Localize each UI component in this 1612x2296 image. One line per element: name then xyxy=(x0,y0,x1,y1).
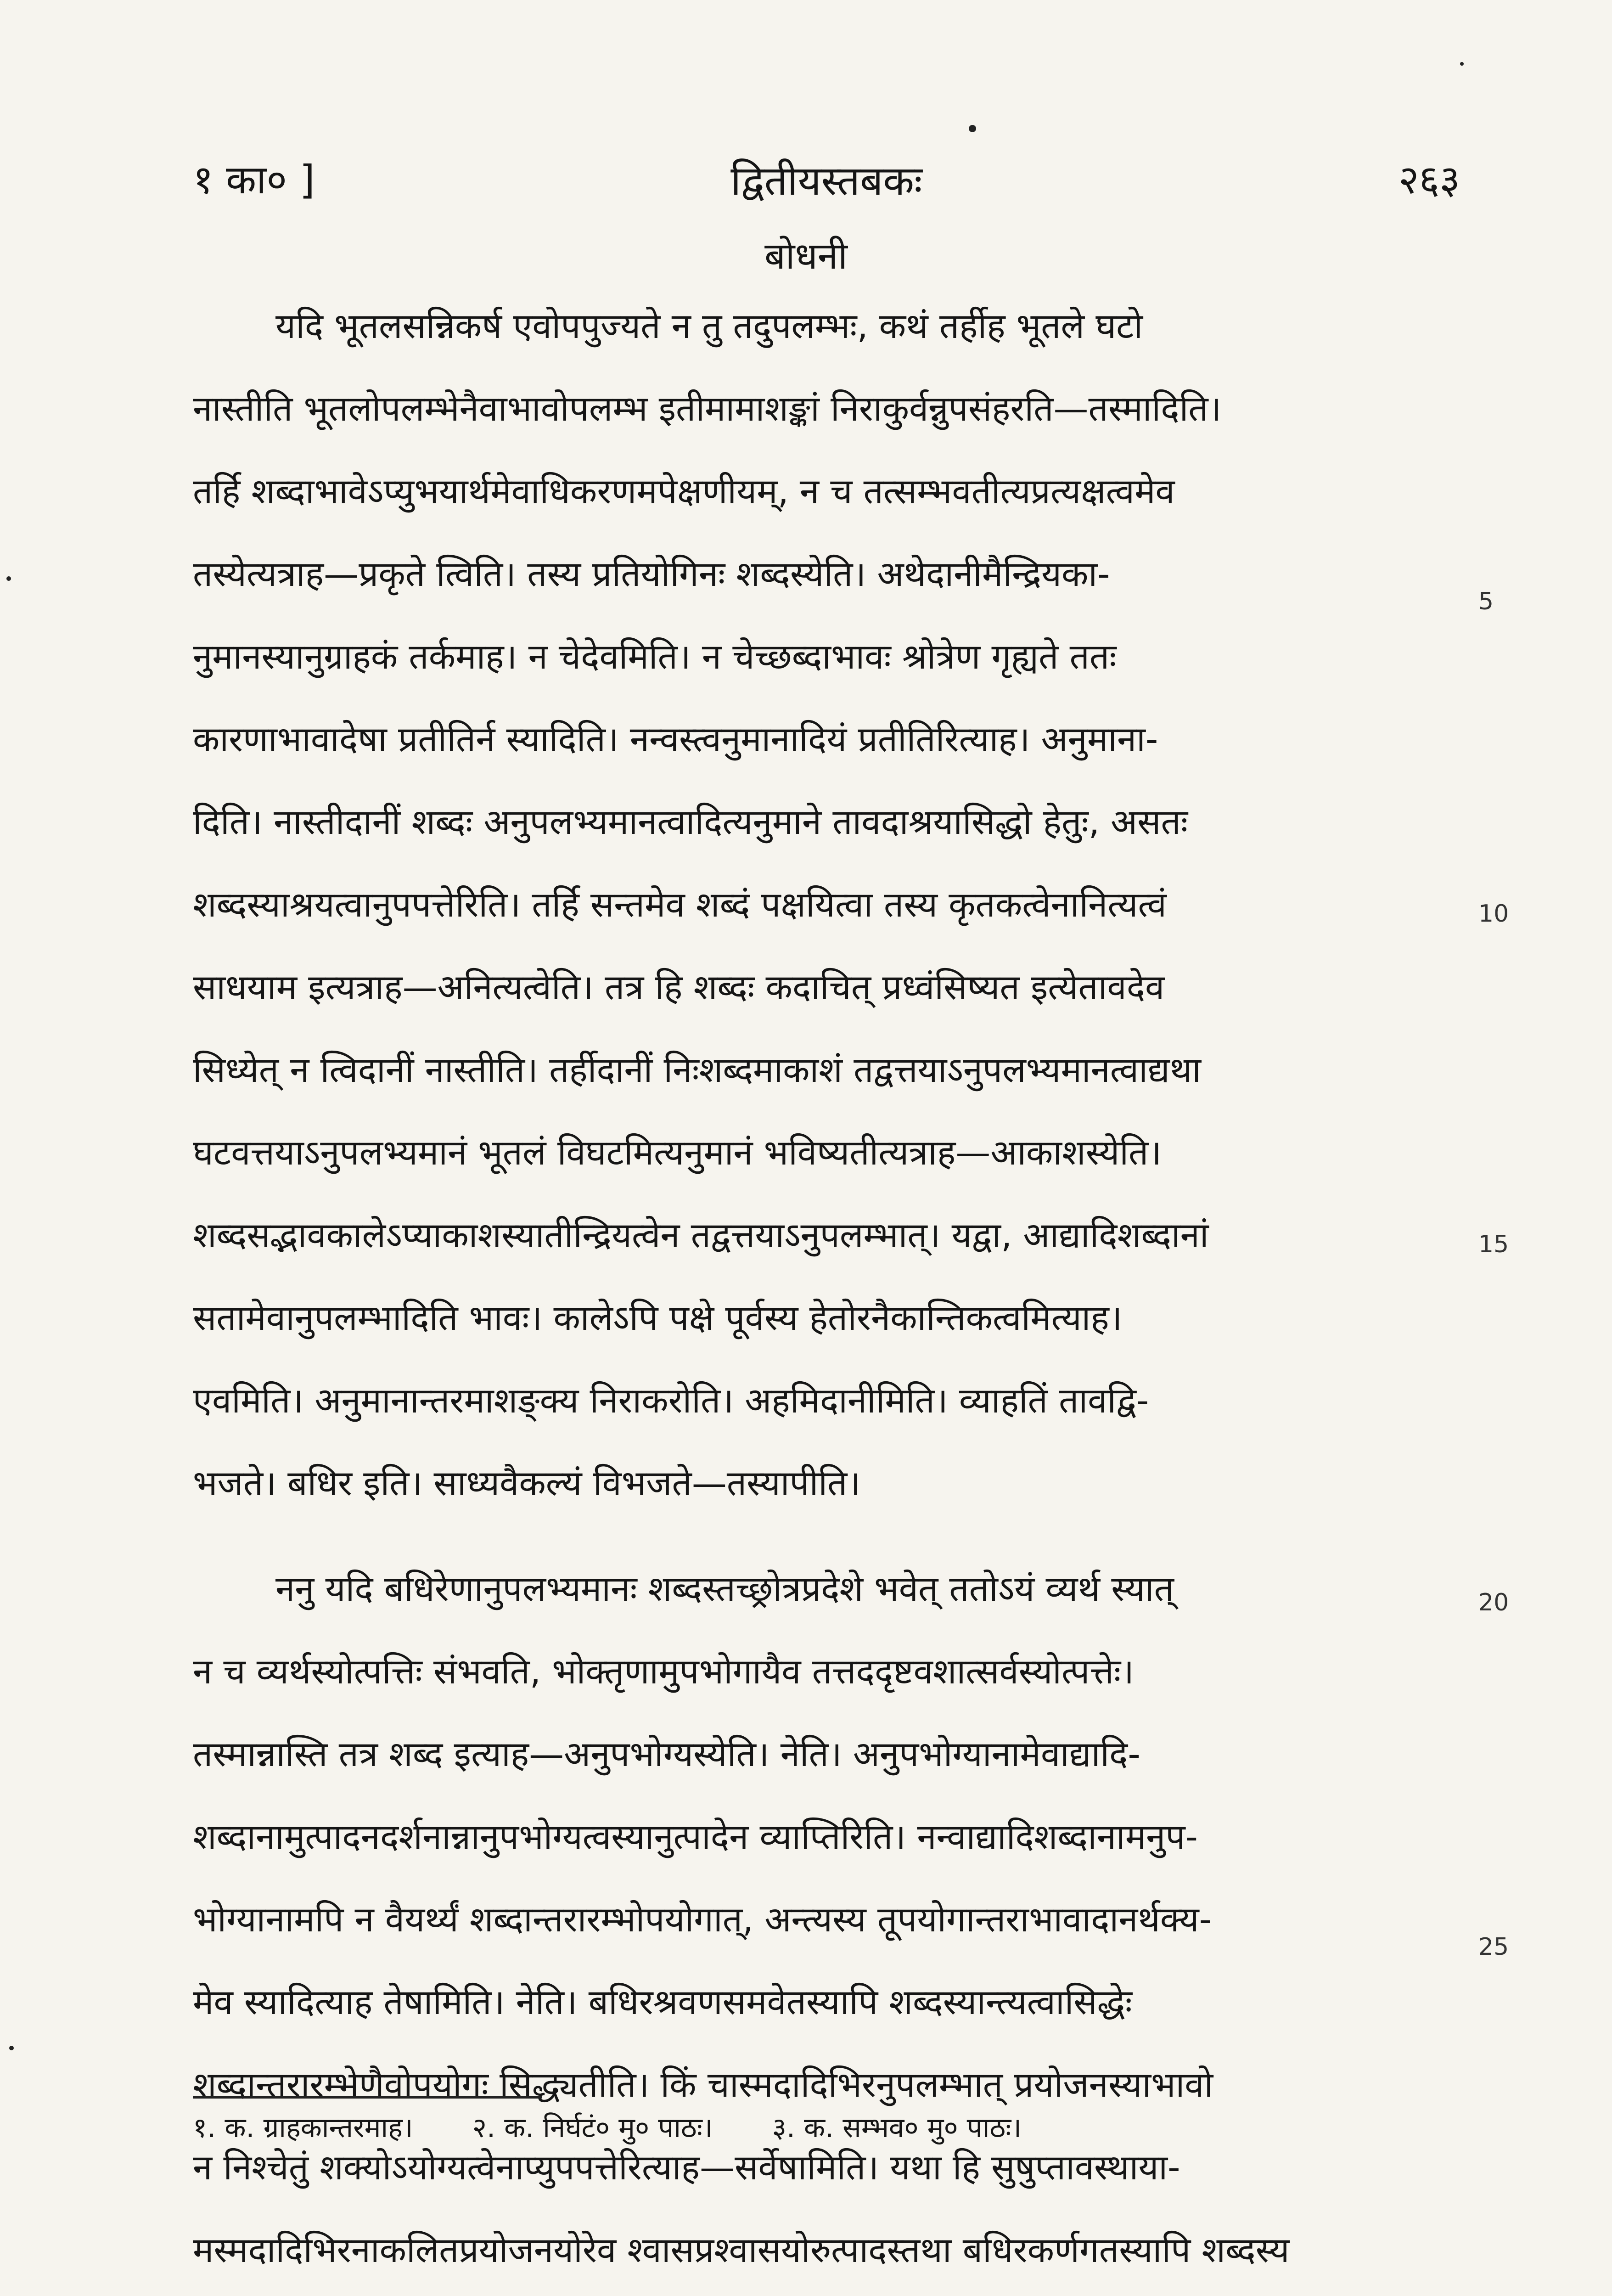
running-header xyxy=(193,152,1460,207)
text-line: शब्दसद्भावकालेऽप्याकाशस्यातीन्द्रियत्वेन तद्वत्तयाऽनुपलम्भात्। यद्वा, आद्यादिशब्दानां xyxy=(193,1215,1209,1255)
text-line: न च व्यर्थस्योत्पत्तिः संभवति, भोक्तृणामुपभोगायैव तत्तददृष्टवशात्सर्वस्योत्पत्तेः। xyxy=(193,1651,1135,1692)
line-number: 10 xyxy=(1478,900,1509,928)
text-line: तर्हि शब्दाभावेऽप्युभयार्थमेवाधिकरणमपेक्षणीयम्, न च तत्सम्भवतीत्यप्रत्यक्षत्वमेव xyxy=(193,471,1175,512)
page-number: २६३ xyxy=(1398,157,1460,203)
text-line: यदि भूतलसन्निकर्ष एवोपपुज्यते न तु तदुपलम्भः, कथं तर्हीह भूतले घटो xyxy=(275,305,1143,346)
text-line: घटवत्तयाऽनुपलभ्यमानं भूतलं विघटमित्यनुमानं भविष्यतीत्यत्राह—आकाशस्येति। xyxy=(193,1132,1162,1173)
line-number: 25 xyxy=(1478,1933,1509,1961)
body-text xyxy=(193,285,1460,2296)
text-line: दिति। नास्तीदानीं शब्दः अनुपलभ्यमानत्वादित्यनुमाने तावदाश्रयासिद्धो हेतुः, असतः xyxy=(193,801,1188,842)
line-number: 5 xyxy=(1478,588,1494,615)
text-line: ननु यदि बधिरेणानुपलभ्यमानः शब्दस्तच्छ्रोत्रप्रदेशे भवेत् ततोऽयं व्यर्थ स्यात् xyxy=(275,1568,1174,1609)
footnotes xyxy=(193,2108,1460,2145)
text-line: शब्दस्याश्रयत्वानुपपत्तेरिति। तर्हि सन्तमेव शब्दं पक्षयित्वा तस्य कृतकत्वेनानित्यत्वं xyxy=(193,884,1167,925)
header-title: द्वितीयस्तबकः xyxy=(730,157,922,204)
header-section-label: १ का० ] xyxy=(193,157,315,203)
text-line: सिध्येत् न त्विदानीं नास्तीति। तर्हीदानीं निःशब्दमाकाशं तद्वत्तयाऽनुपलभ्यमानत्वाद्यथा xyxy=(193,1049,1201,1090)
text-line: मस्मदादिभिरनाकलितप्रयोजनयोरेव श्वासप्रश्वासयोरुत्पादस्तथा बधिरकर्णगतस्यापि शब्दस्य xyxy=(193,2229,1290,2270)
footnote: १. क. ग्राहकान्तरमाह। xyxy=(193,2112,413,2144)
text-line: साधयाम इत्यत्राह—अनित्यत्वेति। तत्र हि शब्दः कदाचित् प्रध्वंसिष्यत इत्येतावदेव xyxy=(193,967,1165,1007)
ink-speck xyxy=(9,2046,14,2050)
ink-speck xyxy=(1460,62,1464,66)
text-line: शब्दानामुत्पादनदर्शनान्नानुपभोग्यत्वस्यानुत्पादेन व्याप्तिरिति। नन्वाद्यादिशब्दानामनुप- xyxy=(193,1816,1198,1857)
paragraph-gap xyxy=(193,1525,1460,1548)
text-line: न निश्चेतुं शक्योऽयोग्यत्वेनाप्युपपत्तेरित्याह—सर्वेषामिति। यथा हि सुषुप्तावस्थाया- xyxy=(193,2147,1180,2188)
text-line: सतामेवानुपलम्भादिति भावः। कालेऽपि पक्षे पूर्वस्य हेतोरनैकान्तिकत्वमित्याह। xyxy=(193,1297,1123,1338)
text-line: एवमिति। अनुमानान्तरमाशङ्क्य निराकरोति। अहमिदानीमिति। व्याहतिं तावद्वि- xyxy=(193,1380,1149,1421)
text-line: तस्मान्नास्ति तत्र शब्द इत्याह—अनुपभोग्यस्येति। नेति। अनुपभोग्यानामेवाद्यादि- xyxy=(193,1733,1140,1774)
ink-speck xyxy=(969,125,976,132)
text-line: मेव स्यादित्याह तेषामिति। नेति। बधिरश्रवणसमवेतस्यापि शब्दस्यान्त्यत्वासिद्धेः xyxy=(193,1981,1132,2022)
text-line: तस्येत्यत्राह—प्रकृते त्विति। तस्य प्रतियोगिनः शब्दस्येति। अथेदानीमैन्द्रियका- xyxy=(193,553,1110,594)
text-line: कारणाभावादेषा प्रतीतिर्न स्यादिति। नन्वस्त्वनुमानादियं प्रतीतिरित्याह। अनुमाना- xyxy=(193,719,1158,760)
text-line: शब्दान्तरारम्भेणैवोपयोगः सिद्ध्यतीति। किं चास्मदादिभिरनुपलम्भात् प्रयोजनस्याभावो xyxy=(193,2064,1213,2105)
text-line: नुमानस्यानुग्राहकं तर्कमाह। न चेदेवमिति। न चेच्छब्दाभावः श्रोत्रेण गृह्यते ततः xyxy=(193,636,1117,677)
section-title: बोधनी xyxy=(764,235,848,277)
footnote: २. क. निर्घटं० मु० पाठः। xyxy=(472,2112,713,2144)
footnote: ३. क. सम्भव० मु० पाठः। xyxy=(772,2112,1022,2144)
line-number: 15 xyxy=(1478,1231,1509,1258)
text-line xyxy=(193,2291,1460,2296)
text-line: नास्तीति भूतलोपलम्भेनैवाभावोपलम्भ इतीमामाशङ्कां निराकुर्वन्नुपसंहरति—तस्मादिति। xyxy=(193,388,1222,429)
line-number: 20 xyxy=(1478,1589,1509,1616)
ink-speck xyxy=(6,576,11,581)
footnote-divider xyxy=(193,2096,542,2099)
text-line: भोग्यानामपि न वैयर्थ्यं शब्दान्तरारम्भोपयोगात्, अन्त्यस्य तूपयोगान्तराभावादानर्थक्य- xyxy=(193,1899,1212,1940)
text-line: भजते। बधिर इति। साध्यवैकल्यं विभजते—तस्यापीति। xyxy=(193,1463,861,1503)
